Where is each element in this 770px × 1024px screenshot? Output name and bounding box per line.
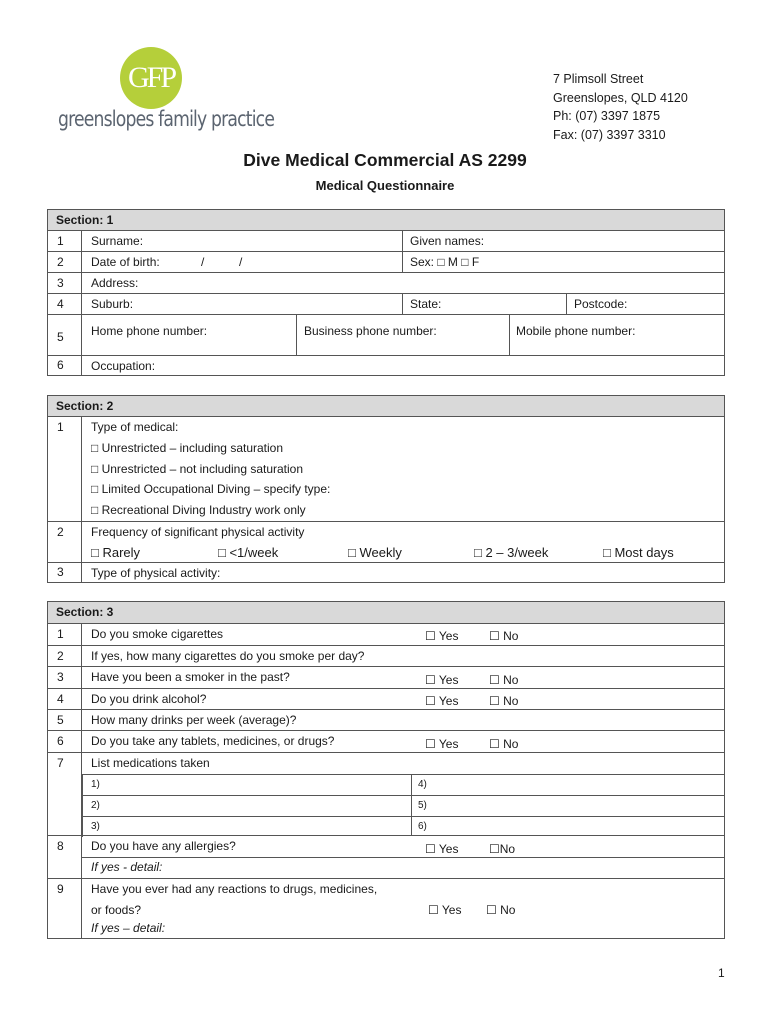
phone-line: Ph: (07) 3397 1875 — [553, 109, 661, 123]
row-number: 1 — [48, 624, 82, 645]
page-number: 1 — [718, 966, 725, 980]
form-row — [48, 230, 724, 251]
form-row — [48, 272, 724, 293]
occupation-field[interactable]: Occupation: — [91, 359, 156, 373]
frequency-label: Frequency of significant physical activity — [91, 525, 305, 539]
page-title: Dive Medical Commercial AS 2299 — [243, 150, 527, 170]
frequency-option[interactable]: □ <1/week — [218, 545, 279, 560]
no-checkbox[interactable]: ☐ No — [486, 903, 515, 917]
row-number: 4 — [48, 689, 82, 709]
no-checkbox[interactable]: ☐ No — [489, 673, 518, 687]
medication-slot[interactable]: 2) — [91, 800, 100, 811]
logo-mark: GFP — [127, 61, 175, 94]
frequency-option[interactable]: □ Weekly — [348, 545, 402, 560]
frequency-option[interactable]: □ 2 – 3/week — [474, 545, 549, 560]
dob-separator: / — [239, 255, 243, 269]
row-number: 8 — [48, 836, 82, 878]
sex-checkboxes[interactable]: Sex: □ M □ F — [410, 255, 480, 269]
question-row — [48, 878, 724, 938]
mobile-phone-field[interactable]: Mobile phone number: — [516, 324, 636, 338]
section-header — [48, 396, 724, 416]
section-header — [48, 210, 724, 230]
question-row — [48, 709, 724, 730]
home-phone-field[interactable]: Home phone number: — [91, 324, 208, 338]
given-names-field[interactable]: Given names: — [410, 234, 485, 248]
fax-line: Fax: (07) 3397 3310 — [553, 127, 666, 142]
yes-checkbox[interactable]: ☐ Yes — [425, 673, 458, 687]
question-text: Do you have any allergies? — [91, 839, 236, 853]
row-number: 6 — [48, 731, 82, 752]
question-row — [48, 752, 724, 835]
medication-slot[interactable]: 1) — [91, 779, 100, 790]
medication-slot[interactable]: 4) — [418, 779, 427, 790]
yes-checkbox[interactable]: ☐ Yes — [425, 694, 458, 708]
section-3-table — [47, 601, 725, 939]
form-row — [48, 562, 724, 582]
row-number: 4 — [48, 294, 82, 314]
yes-checkbox[interactable]: ☐ Yes — [425, 842, 458, 856]
form-row — [48, 314, 724, 355]
question-text: Do you smoke cigarettes — [91, 627, 224, 641]
question-row — [48, 645, 724, 666]
row-number: 2 — [48, 646, 82, 666]
type-of-medical-label: Type of medical: — [91, 420, 179, 434]
row-number: 2 — [48, 522, 82, 562]
section-title: Section: 2 — [56, 399, 114, 413]
row-number: 2 — [48, 252, 82, 272]
row-number: 3 — [48, 667, 82, 688]
state-field[interactable]: State: — [410, 297, 442, 311]
row-number: 5 — [48, 710, 82, 730]
medication-slot[interactable]: 3) — [91, 821, 100, 832]
section-2-table — [47, 395, 725, 583]
question-text: or foods? — [91, 903, 142, 917]
medication-slot[interactable]: 5) — [418, 800, 427, 811]
row-number: 7 — [48, 753, 82, 835]
medical-type-option[interactable]: □ Recreational Diving Industry work only — [91, 503, 306, 517]
question-row — [48, 730, 724, 752]
question-row — [48, 623, 724, 645]
address-line: Greenslopes, QLD 4120 — [553, 90, 688, 105]
section-header — [48, 602, 724, 623]
section-title: Section: 3 — [56, 605, 114, 619]
no-checkbox[interactable]: ☐ No — [489, 629, 518, 643]
physical-activity-field[interactable]: Type of physical activity: — [91, 566, 221, 580]
logo-name: greenslopes family practice — [58, 107, 275, 131]
dob-field[interactable]: Date of birth: — [91, 255, 160, 269]
no-checkbox[interactable]: ☐ No — [489, 842, 515, 856]
question-text: How many drinks per week (average)? — [91, 713, 297, 727]
medical-type-option[interactable]: □ Unrestricted – including saturation — [91, 441, 284, 455]
question-text: Do you drink alcohol? — [91, 692, 207, 706]
row-number: 5 — [48, 315, 82, 355]
question-text: List medications taken — [91, 756, 210, 770]
form-row — [48, 293, 724, 314]
yes-checkbox[interactable]: ☐ Yes — [428, 903, 461, 917]
no-checkbox[interactable]: ☐ No — [489, 737, 518, 751]
question-text: Have you been a smoker in the past? — [91, 670, 290, 684]
address-field[interactable]: Address: — [91, 276, 139, 290]
suburb-field[interactable]: Suburb: — [91, 297, 134, 311]
row-number: 6 — [48, 356, 82, 375]
yes-checkbox[interactable]: ☐ Yes — [425, 737, 458, 751]
question-text: Do you take any tablets, medicines, or drugs? — [91, 734, 335, 748]
postcode-field[interactable]: Postcode: — [574, 297, 628, 311]
form-row — [48, 355, 724, 375]
medical-type-option[interactable]: □ Unrestricted – not including saturation — [91, 462, 304, 476]
reaction-detail-field[interactable]: If yes – detail: — [91, 921, 166, 935]
row-number: 1 — [48, 231, 82, 251]
row-number: 3 — [48, 563, 82, 582]
practice-logo — [52, 45, 275, 150]
question-text: Have you ever had any reactions to drugs, medicines, — [91, 882, 378, 896]
question-text: If yes, how many cigarettes do you smoke per day? — [91, 649, 365, 663]
section-title: Section: 1 — [56, 213, 114, 227]
form-row — [48, 251, 724, 272]
row-number: 9 — [48, 879, 82, 938]
allergy-detail-field[interactable]: If yes - detail: — [91, 860, 163, 874]
frequency-option[interactable]: □ Rarely — [91, 545, 141, 560]
medical-type-option[interactable]: □ Limited Occupational Diving – specify type: — [91, 482, 331, 496]
dob-separator: / — [201, 255, 205, 269]
section-1-table — [47, 209, 725, 376]
question-row — [48, 666, 724, 688]
page-subtitle: Medical Questionnaire — [315, 178, 455, 193]
row-number: 3 — [48, 273, 82, 293]
surname-field[interactable]: Surname: — [91, 234, 144, 248]
row-number: 1 — [48, 417, 82, 521]
question-row — [48, 688, 724, 709]
medication-slot[interactable]: 6) — [418, 821, 427, 832]
form-row — [48, 521, 724, 562]
no-checkbox[interactable]: ☐ No — [489, 694, 518, 708]
form-row — [48, 416, 724, 521]
practice-address — [553, 70, 688, 144]
address-line: 7 Plimsoll Street — [553, 72, 644, 86]
question-row — [48, 835, 724, 878]
business-phone-field[interactable]: Business phone number: — [304, 324, 437, 338]
yes-checkbox[interactable]: ☐ Yes — [425, 629, 458, 643]
frequency-option[interactable]: □ Most days — [603, 545, 674, 560]
